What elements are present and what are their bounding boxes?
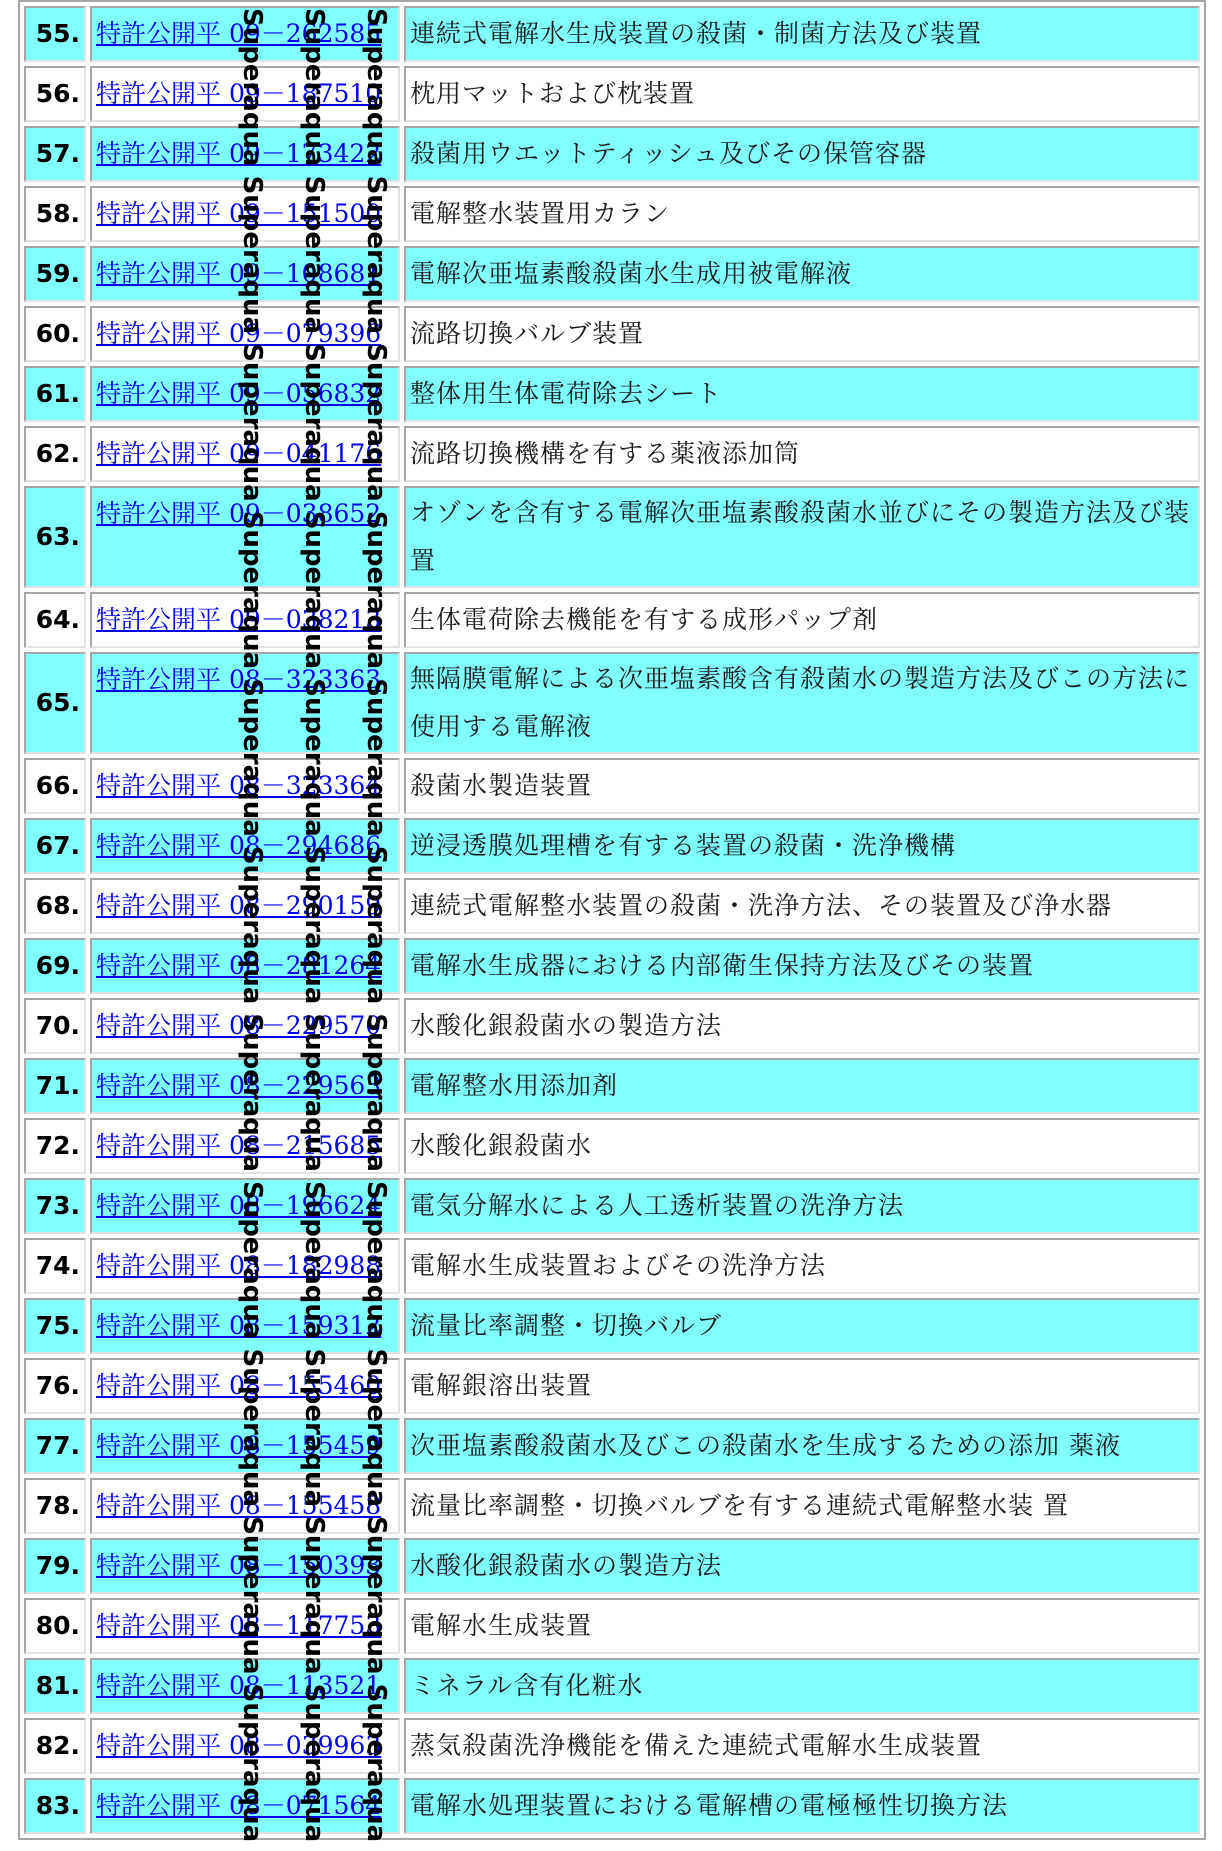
patent-link-cell bbox=[90, 592, 400, 648]
patent-link[interactable]: 特許公開平 08－155460 bbox=[96, 1371, 382, 1400]
patent-title: 蒸気殺菌洗浄機能を備えた連続式電解水生成装置 bbox=[404, 1718, 1200, 1774]
patent-list bbox=[18, 0, 1206, 1840]
patent-link[interactable]: 特許公開平 08－229570 bbox=[96, 1011, 382, 1040]
patent-title: 殺菌水製造装置 bbox=[404, 758, 1200, 814]
patent-link-cell bbox=[90, 652, 400, 754]
patent-link[interactable]: 特許公開平 08－323363 bbox=[96, 665, 382, 694]
table-row bbox=[24, 1418, 1200, 1474]
patent-title: ミネラル含有化粧水 bbox=[404, 1658, 1200, 1714]
row-number: 62. bbox=[24, 426, 86, 482]
patent-link-cell bbox=[90, 366, 400, 422]
patent-link[interactable]: 特許公開平 08－229563 bbox=[96, 1071, 382, 1100]
table-row bbox=[24, 938, 1200, 994]
patent-link-cell bbox=[90, 66, 400, 122]
row-number: 70. bbox=[24, 998, 86, 1054]
patent-title: 連続式電解整水装置の殺菌・洗浄方法、その装置及び浄水器 bbox=[404, 878, 1200, 934]
table-row bbox=[24, 1058, 1200, 1114]
patent-link-cell bbox=[90, 818, 400, 874]
table-row bbox=[24, 652, 1200, 754]
patent-title: 無隔膜電解による次亜塩素酸含有殺菌水の製造方法及びこの方法に使用する電解液 bbox=[404, 652, 1200, 754]
row-number: 77. bbox=[24, 1418, 86, 1474]
patent-title: 流量比率調整・切換バルブ bbox=[404, 1298, 1200, 1354]
patent-link[interactable]: 特許公開平 08－039963 bbox=[96, 1731, 382, 1760]
patent-link[interactable]: 特許公開平 08－150393 bbox=[96, 1551, 382, 1580]
patent-link-cell bbox=[90, 1298, 400, 1354]
row-number: 56. bbox=[24, 66, 86, 122]
patent-link-cell bbox=[90, 758, 400, 814]
patent-link[interactable]: 特許公開平 08－071564 bbox=[96, 1791, 382, 1820]
patent-link[interactable]: 特許公開平 09－041176 bbox=[96, 439, 382, 468]
row-number: 81. bbox=[24, 1658, 86, 1714]
table-row bbox=[24, 1778, 1200, 1834]
patent-link-cell bbox=[90, 1358, 400, 1414]
patent-link-cell bbox=[90, 1478, 400, 1534]
row-number: 75. bbox=[24, 1298, 86, 1354]
patent-title: 逆浸透膜処理槽を有する装置の殺菌・洗浄機構 bbox=[404, 818, 1200, 874]
patent-title: 整体用生体電荷除去シート bbox=[404, 366, 1200, 422]
table-row bbox=[24, 366, 1200, 422]
row-number: 80. bbox=[24, 1598, 86, 1654]
row-number: 61. bbox=[24, 366, 86, 422]
row-number: 79. bbox=[24, 1538, 86, 1594]
patent-link-cell bbox=[90, 1178, 400, 1234]
row-number: 76. bbox=[24, 1358, 86, 1414]
table-row bbox=[24, 186, 1200, 242]
row-number: 68. bbox=[24, 878, 86, 934]
patent-link[interactable]: 特許公開平 08－182988 bbox=[96, 1251, 382, 1280]
table-row bbox=[24, 246, 1200, 302]
table-row bbox=[24, 66, 1200, 122]
row-number: 78. bbox=[24, 1478, 86, 1534]
patent-link-cell bbox=[90, 1778, 400, 1834]
row-number: 55. bbox=[24, 6, 86, 62]
patent-link[interactable]: 特許公開平 09－173422 bbox=[96, 139, 382, 168]
patent-title: 電解水生成器における内部衛生保持方法及びその装置 bbox=[404, 938, 1200, 994]
table-row bbox=[24, 592, 1200, 648]
patent-link[interactable]: 特許公開平 08－117753 bbox=[96, 1611, 382, 1640]
patent-title: 電解次亜塩素酸殺菌水生成用被電解液 bbox=[404, 246, 1200, 302]
superaqua-watermark-left: Superaqua Superaqua Superaqua Superaqua Superaqua Superaqua Superaqua Superaqua Superaqua Superaqua Superaqua bbox=[237, 8, 267, 1843]
table-row bbox=[24, 1478, 1200, 1534]
table-row bbox=[24, 6, 1200, 62]
patent-link[interactable]: 特許公開平 09－187510 bbox=[96, 79, 382, 108]
row-number: 63. bbox=[24, 486, 86, 588]
patent-title: 生体電荷除去機能を有する成形パップ剤 bbox=[404, 592, 1200, 648]
patent-link-cell bbox=[90, 426, 400, 482]
table-row bbox=[24, 306, 1200, 362]
table-row bbox=[24, 878, 1200, 934]
table-row bbox=[24, 1538, 1200, 1594]
patent-title: 枕用マットおよび枕装置 bbox=[404, 66, 1200, 122]
table-row bbox=[24, 1598, 1200, 1654]
patent-link[interactable]: 特許公開平 08－290159 bbox=[96, 891, 382, 920]
table-row bbox=[24, 1118, 1200, 1174]
patent-link[interactable]: 特許公開平 08－113521 bbox=[96, 1671, 382, 1700]
row-number: 58. bbox=[24, 186, 86, 242]
table-row bbox=[24, 1298, 1200, 1354]
patent-link[interactable]: 特許公開平 08－215685 bbox=[96, 1131, 382, 1160]
patent-title: 電気分解水による人工透析装置の洗浄方法 bbox=[404, 1178, 1200, 1234]
row-number: 64. bbox=[24, 592, 86, 648]
patent-title: 電解整水装置用カラン bbox=[404, 186, 1200, 242]
patent-title: 電解整水用添加剤 bbox=[404, 1058, 1200, 1114]
patent-title: 次亜塩素酸殺菌水及びこの殺菌水を生成するための添加 薬液 bbox=[404, 1418, 1200, 1474]
patent-link-cell bbox=[90, 1418, 400, 1474]
table-row bbox=[24, 1718, 1200, 1774]
row-number: 73. bbox=[24, 1178, 86, 1234]
row-number: 65. bbox=[24, 652, 86, 754]
table-row bbox=[24, 1178, 1200, 1234]
patent-link[interactable]: 特許公開平 09－262585 bbox=[96, 19, 382, 48]
table-row bbox=[24, 998, 1200, 1054]
patent-title: 殺菌用ウエットティッシュ及びその保管容器 bbox=[404, 126, 1200, 182]
patent-title: オゾンを含有する電解次亜塩素酸殺菌水並びにその製造方法及び装置 bbox=[404, 486, 1200, 588]
superaqua-watermark-middle: Superaqua Superaqua Superaqua Superaqua Superaqua Superaqua Superaqua Superaqua Superaqua Superaqua Superaqua bbox=[299, 8, 329, 1843]
patent-title: 水酸化銀殺菌水の製造方法 bbox=[404, 1538, 1200, 1594]
patent-title: 電解水生成装置 bbox=[404, 1598, 1200, 1654]
patent-title: 電解水処理装置における電解槽の電極極性切換方法 bbox=[404, 1778, 1200, 1834]
patent-link-cell bbox=[90, 1658, 400, 1714]
table-row bbox=[24, 1358, 1200, 1414]
patent-link[interactable]: 特許公開平 08－155459 bbox=[96, 1431, 382, 1460]
patent-link-cell bbox=[90, 998, 400, 1054]
row-number: 57. bbox=[24, 126, 86, 182]
patent-link-cell bbox=[90, 1718, 400, 1774]
patent-link[interactable]: 特許公開平 08－323364 bbox=[96, 771, 382, 800]
row-number: 66. bbox=[24, 758, 86, 814]
patent-link-cell bbox=[90, 306, 400, 362]
patent-link-cell bbox=[90, 246, 400, 302]
patent-link[interactable]: 特許公開平 09－151500 bbox=[96, 199, 382, 228]
patent-link-cell bbox=[90, 486, 400, 588]
patent-link[interactable]: 特許公開平 08－155458 bbox=[96, 1491, 382, 1520]
patent-link-cell bbox=[90, 938, 400, 994]
patent-title: 電解水生成装置およびその洗浄方法 bbox=[404, 1238, 1200, 1294]
patent-table bbox=[18, 0, 1206, 1840]
patent-link-cell bbox=[90, 1238, 400, 1294]
patent-link-cell bbox=[90, 186, 400, 242]
table-row bbox=[24, 426, 1200, 482]
patent-title: 流量比率調整・切換バルブを有する連続式電解整水装 置 bbox=[404, 1478, 1200, 1534]
row-number: 72. bbox=[24, 1118, 86, 1174]
row-number: 67. bbox=[24, 818, 86, 874]
patent-link-cell bbox=[90, 878, 400, 934]
row-number: 74. bbox=[24, 1238, 86, 1294]
patent-link-cell bbox=[90, 1538, 400, 1594]
patent-title: 水酸化銀殺菌水の製造方法 bbox=[404, 998, 1200, 1054]
patent-link-cell bbox=[90, 1058, 400, 1114]
patent-link-cell bbox=[90, 1118, 400, 1174]
patent-link[interactable]: 特許公開平 09－038213 bbox=[96, 605, 382, 634]
patent-link[interactable]: 特許公開平 09－079396 bbox=[96, 319, 382, 348]
patent-link[interactable]: 特許公開平 08－196624 bbox=[96, 1191, 382, 1220]
table-row bbox=[24, 1658, 1200, 1714]
patent-link[interactable]: 特許公開平 08－294686 bbox=[96, 831, 382, 860]
table-row bbox=[24, 126, 1200, 182]
patent-link[interactable]: 特許公開平 09－108681 bbox=[96, 259, 382, 288]
row-number: 59. bbox=[24, 246, 86, 302]
patent-link-cell bbox=[90, 6, 400, 62]
table-row bbox=[24, 1238, 1200, 1294]
row-number: 60. bbox=[24, 306, 86, 362]
patent-link-cell bbox=[90, 126, 400, 182]
patent-title: 流路切換バルブ装置 bbox=[404, 306, 1200, 362]
patent-table-body bbox=[24, 6, 1200, 1834]
patent-link[interactable]: 特許公開平 09－038652 bbox=[96, 499, 382, 528]
patent-title: 水酸化銀殺菌水 bbox=[404, 1118, 1200, 1174]
row-number: 71. bbox=[24, 1058, 86, 1114]
table-row bbox=[24, 758, 1200, 814]
patent-link[interactable]: 特許公開平 09－056832 bbox=[96, 379, 382, 408]
row-number: 83. bbox=[24, 1778, 86, 1834]
patent-title: 流路切換機構を有する薬液添加筒 bbox=[404, 426, 1200, 482]
superaqua-watermark-right: Superaqua Superaqua Superaqua Superaqua Superaqua Superaqua Superaqua Superaqua Superaqua Superaqua Superaqua bbox=[361, 8, 391, 1843]
patent-title: 連続式電解水生成装置の殺菌・制菌方法及び装置 bbox=[404, 6, 1200, 62]
row-number: 82. bbox=[24, 1718, 86, 1774]
patent-link-cell bbox=[90, 1598, 400, 1654]
patent-link[interactable]: 特許公開平 08－159312 bbox=[96, 1311, 382, 1340]
table-row bbox=[24, 818, 1200, 874]
patent-link[interactable]: 特許公開平 08－281264 bbox=[96, 951, 382, 980]
patent-title: 電解銀溶出装置 bbox=[404, 1358, 1200, 1414]
table-row bbox=[24, 486, 1200, 588]
row-number: 69. bbox=[24, 938, 86, 994]
